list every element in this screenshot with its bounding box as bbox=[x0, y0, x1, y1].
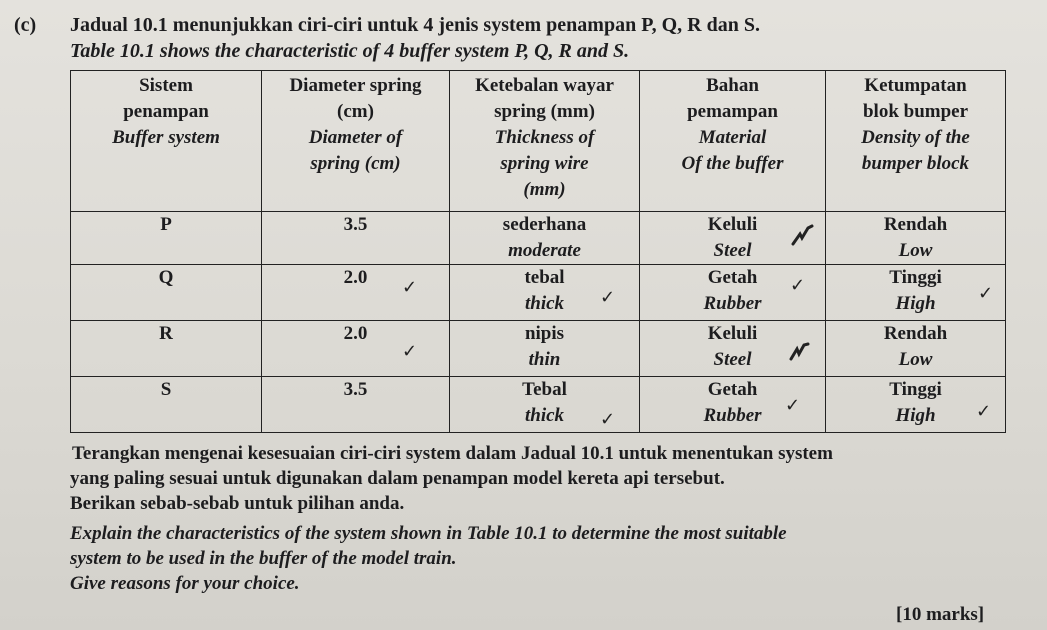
check-mark-icon: ✓ bbox=[978, 283, 994, 304]
check-mark-icon: ✓ bbox=[976, 401, 992, 422]
header-wire-thickness: Ketebalan wayar spring (mm) Thickness of spring wire (mm) bbox=[450, 71, 640, 212]
cell-thickness: tebal thick ✓ bbox=[450, 265, 640, 321]
instruction-line3-english: Give reasons for your choice. bbox=[70, 573, 300, 594]
cell-thickness: sederhana moderate bbox=[450, 212, 640, 265]
cell-material: Getah Rubber ✓ bbox=[640, 377, 826, 433]
table-header-row bbox=[71, 71, 1006, 212]
question-text-english: Table 10.1 shows the characteristic of 4 buffer system P, Q, R and S. bbox=[70, 40, 630, 62]
table-row bbox=[71, 321, 1006, 377]
check-mark-icon: ✓ bbox=[402, 341, 418, 362]
instruction-line1-malay: Terangkan mengenai kesesuaian ciri-ciri system dalam Jadual 10.1 untuk menentukan system bbox=[72, 443, 833, 464]
cell-diameter: 2.0 ✓ bbox=[262, 321, 450, 377]
header-diameter: Diameter spring (cm) Diameter of spring (cm) bbox=[262, 71, 450, 212]
cell-diameter: 2.0 ✓ bbox=[262, 265, 450, 321]
cell-density: Rendah Low bbox=[826, 321, 1006, 377]
instruction-line3-malay: Berikan sebab-sebab untuk pilihan anda. bbox=[70, 493, 405, 514]
cell-system: P bbox=[71, 212, 262, 265]
buffer-system-table bbox=[70, 70, 1006, 433]
cell-system: R bbox=[71, 321, 262, 377]
cell-density: Rendah Low bbox=[826, 212, 1006, 265]
check-mark-icon: ✓ bbox=[600, 409, 616, 430]
instruction-line1-english: Explain the characteristics of the system shown in Table 10.1 to determine the most suitable bbox=[70, 523, 787, 544]
check-mark-icon: ✓ bbox=[600, 287, 616, 308]
cell-material: Keluli Steel bbox=[640, 212, 826, 265]
cell-diameter: 3.5 bbox=[262, 212, 450, 265]
question-number: (c) bbox=[14, 14, 37, 36]
table-row bbox=[71, 212, 1006, 265]
cell-system: Q bbox=[71, 265, 262, 321]
check-mark-icon: ✓ bbox=[402, 277, 418, 298]
instruction-line2-malay: yang paling sesuai untuk digunakan dalam penampan model kereta api tersebut. bbox=[70, 468, 725, 489]
pen-scribble-mark bbox=[790, 222, 816, 248]
cell-material: Getah Rubber ✓ bbox=[640, 265, 826, 321]
table-row bbox=[71, 377, 1006, 433]
instruction-line2-english: system to be used in the buffer of the model train. bbox=[70, 548, 457, 569]
header-material: Bahan pemampan Material Of the buffer bbox=[640, 71, 826, 212]
question-text-malay: Jadual 10.1 menunjukkan ciri-ciri untuk 4 jenis system penampan P, Q, R dan S. bbox=[70, 14, 760, 36]
cell-density: Tinggi High ✓ bbox=[826, 265, 1006, 321]
cell-material: Keluli Steel bbox=[640, 321, 826, 377]
check-mark-icon: ✓ bbox=[790, 275, 806, 296]
cell-thickness: nipis thin bbox=[450, 321, 640, 377]
cell-system: S bbox=[71, 377, 262, 433]
header-density: Ketumpatan blok bumper Density of the bumper block bbox=[826, 71, 1006, 212]
table-row bbox=[71, 265, 1006, 321]
cell-diameter: 3.5 bbox=[262, 377, 450, 433]
header-buffer-system: Sistem penampan Buffer system bbox=[71, 71, 262, 212]
pen-scribble-mark bbox=[788, 339, 812, 363]
cell-density: Tinggi High ✓ bbox=[826, 377, 1006, 433]
marks-allocation: [10 marks] bbox=[896, 604, 985, 625]
cell-thickness: Tebal thick ✓ bbox=[450, 377, 640, 433]
check-mark-icon: ✓ bbox=[785, 395, 801, 416]
